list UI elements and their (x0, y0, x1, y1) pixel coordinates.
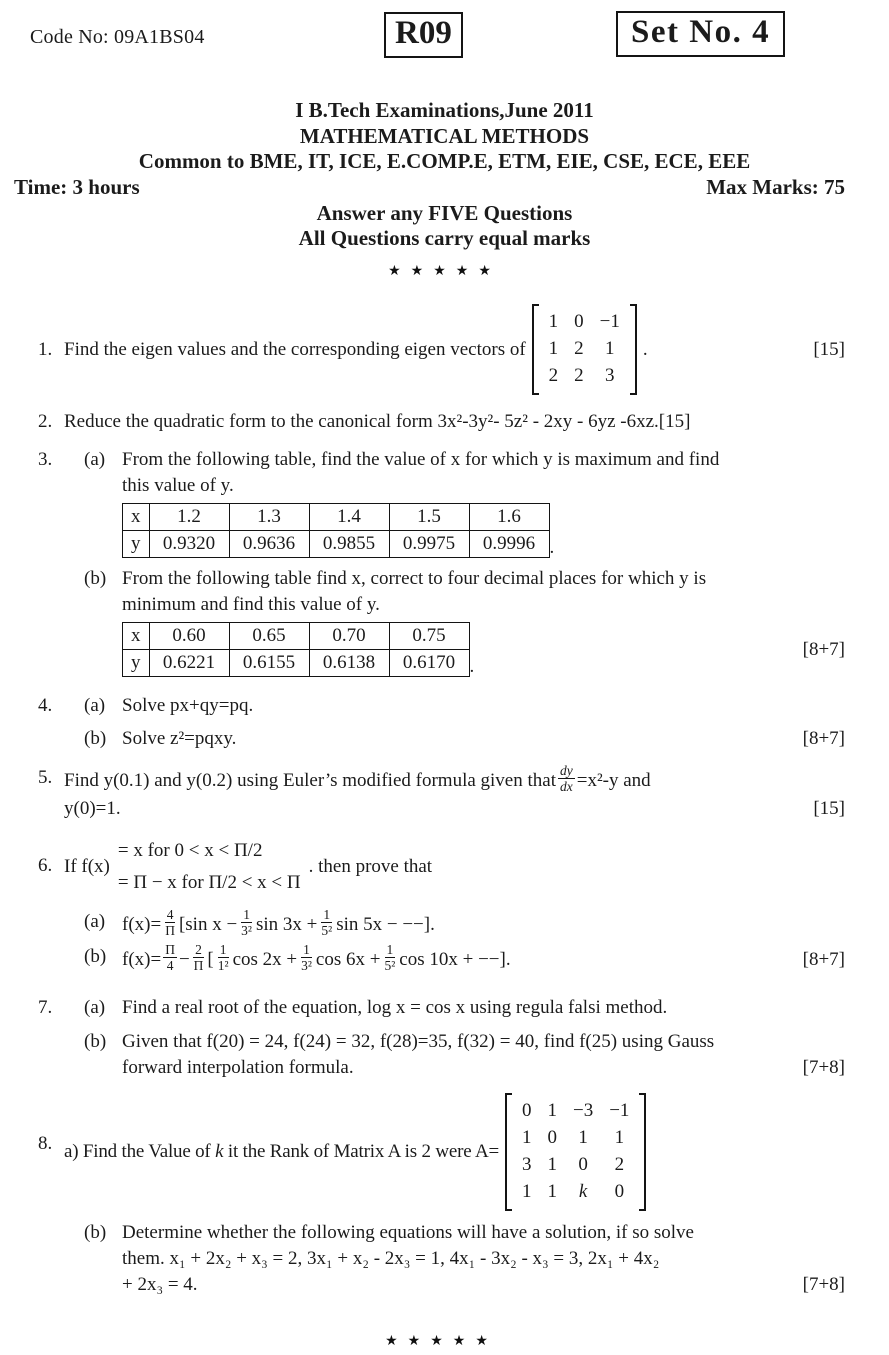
table-cell: y (123, 531, 150, 558)
part-a (64, 909, 845, 940)
question-1 (38, 304, 845, 395)
question-text: . then prove that (308, 856, 433, 877)
code-no: Code No: 09A1BS04 (30, 26, 205, 48)
part-text: them. x₁ + 2x₂ + x₃ = 2, 3x₁ + x₂ - 2x₃ = 1, 4x₁ - 3x₂ - x₃ = 3, 2x₁ + 4x₂ (122, 1248, 660, 1269)
question-6 (38, 835, 845, 975)
max-marks: Max Marks: 75 (706, 175, 845, 199)
piecewise-cases (118, 835, 301, 899)
matrix-cell: 2 (548, 365, 559, 386)
table-cell: 0.9320 (149, 531, 229, 558)
branches-line: Common to BME, IT, ICE, E.COMP.E, ETM, EIE, CSE, ECE, EEE (138, 149, 751, 173)
header (0, 0, 889, 80)
exam-session: I B.Tech Examinations,June 2011 (295, 98, 594, 122)
matrix-cell: 1 (521, 1181, 532, 1202)
marks-badge: [8+7] (802, 638, 845, 660)
table-3a-row (122, 503, 845, 558)
part-text: Determine whether the following equations will have a solution, if so solve (122, 1222, 694, 1243)
table-cell: x (123, 504, 150, 531)
matrix-cell: 0 (574, 311, 584, 332)
time-allowed: Time: 3 hours (14, 175, 140, 199)
question-text: Find the eigen values and the corresponding eigen vectors of (64, 338, 526, 360)
bracket-right (639, 1093, 646, 1211)
star-separator: ★★★★★ (388, 263, 501, 279)
question-number: 8. (38, 1133, 53, 1154)
matrix-cell: 1 (547, 1181, 557, 1202)
period: . (642, 338, 648, 360)
matrix-cell: 1 (605, 338, 615, 359)
case-1: = x for 0 < x < Π/2 (117, 840, 263, 861)
variable-k: k (215, 1141, 224, 1162)
table-3b-row (122, 622, 845, 677)
question-number: 3. (38, 449, 53, 470)
matrix-cell: 3 (521, 1154, 532, 1175)
table-cell: 1.2 (149, 504, 229, 531)
matrix-cell: 2 (574, 338, 584, 359)
question-number: 1. (38, 339, 53, 360)
matrix-cell: 1 (578, 1127, 588, 1148)
bracket-left (505, 1093, 512, 1211)
period: . (549, 537, 555, 558)
matrix-cell: 1 (547, 1100, 557, 1121)
matrix-cell: 0 (547, 1127, 557, 1148)
data-table-3b (122, 622, 470, 677)
table-cell: 0.9975 (389, 531, 469, 558)
fourier-series-a: f(x)= $\frac{4}{\Pi}$ [sin x − $\frac{1}{\text{3²}}$ sin 3x + $\frac{1}{\text{5²}}$ sin 5x − −−]. (122, 907, 435, 938)
table-cell: 1.5 (389, 504, 469, 531)
matrix-cell: 0 (578, 1154, 588, 1175)
matrix-cell: 1 (521, 1127, 532, 1148)
matrix-4x4 (505, 1093, 646, 1211)
matrix-cell: 1 (548, 311, 559, 332)
question-number: 6. (38, 855, 53, 876)
case-2: = Π − x for Π/2 < x < Π (117, 872, 301, 893)
table-cell: y (123, 650, 150, 677)
matrix-cell: 1 (547, 1154, 557, 1175)
table-cell: 1.4 (309, 504, 389, 531)
question-text-row (64, 796, 845, 822)
part-a (64, 995, 845, 1021)
table-cell: 0.9996 (469, 531, 549, 558)
question-8 (38, 1093, 845, 1298)
time-marks-row (0, 175, 889, 201)
part-label: (a) (84, 695, 106, 716)
question-number: 2. (38, 411, 53, 432)
matrix-cell: 0 (521, 1100, 532, 1121)
part-a (64, 447, 845, 558)
part-text: From the following table, find the value of x for which y is maximum and find (122, 449, 720, 470)
questions-area (0, 304, 889, 1355)
fraction: $\frac{1}{\text{3²}}$ (241, 907, 252, 938)
data-table-3a (122, 503, 550, 558)
matrix-cell: −1 (609, 1100, 630, 1121)
question-4 (38, 693, 845, 752)
table-cell: 0.6155 (229, 650, 309, 677)
part-label: (a) (84, 997, 106, 1018)
question-text: Find y(0.1) and y(0.2) using Euler’s modified formula given that (64, 769, 556, 791)
table-cell: 0.65 (229, 623, 309, 650)
part-text: Solve z²=pqxy. (122, 728, 237, 749)
part-b (64, 944, 845, 975)
question-number: 7. (38, 997, 53, 1018)
part-text: forward interpolation formula. (122, 1057, 354, 1078)
bracket-left (532, 304, 539, 395)
question-7 (38, 995, 845, 1081)
table-cell: 1.6 (469, 504, 549, 531)
question-3 (38, 447, 845, 677)
marks-badge: [7+8] (802, 1057, 845, 1078)
table-cell: 0.9636 (229, 531, 309, 558)
marks-badge: [15] (813, 798, 845, 819)
table-cell: 1.3 (229, 504, 309, 531)
table-cell: 0.6221 (149, 650, 229, 677)
fraction: $\frac{1}{\text{5²}}$ (384, 942, 396, 973)
question-text: =x²-y and (576, 769, 651, 791)
bracket-right (630, 304, 637, 395)
question-text: If f(x) (64, 856, 110, 877)
part-text: a) Find the Value of k it the Rank of Matrix A is 2 were A= (64, 1141, 499, 1162)
question-2 (38, 409, 845, 435)
question-text-row (64, 304, 845, 395)
fraction: $\frac{2}{\Pi}$ (193, 942, 204, 973)
part-text: minimum and find this value of y. (122, 594, 380, 615)
part-label: (b) (84, 1031, 107, 1052)
matrix-cell: 3 (605, 365, 615, 386)
part-text: + 2x₃ = 4. (122, 1274, 198, 1295)
marks-badge: [7+8] (802, 1274, 845, 1295)
piecewise-definition (64, 835, 845, 899)
part-text: Solve px+qy=pq. (122, 695, 254, 716)
matrix-cell: k (578, 1181, 588, 1202)
table-cell: 0.70 (309, 623, 389, 650)
table-cell: 0.60 (149, 623, 229, 650)
table-cell: 0.9855 (309, 531, 389, 558)
matrix-cell: 1 (614, 1127, 625, 1148)
fraction: $\frac{1}{\text{3²}}$ (301, 942, 312, 973)
question-text: Reduce the quadratic form to the canonical form 3x²-3y²- 5z² - 2xy - 6yz -6xz.[15] (64, 411, 691, 432)
part-label: (b) (84, 946, 107, 967)
part-a (64, 693, 845, 719)
question-text: y(0)=1. (64, 798, 121, 819)
footer-star-separator: ★★★★★ (385, 1334, 498, 1349)
part-b (64, 726, 845, 752)
question-number: 5. (38, 767, 53, 788)
question-text-row (64, 765, 845, 796)
part-label: (b) (84, 1222, 107, 1243)
fraction: $\frac{1}{\text{1²}}$ (217, 942, 229, 973)
fourier-series-b: f(x)= $\frac{\Pi}{4}$ − $\frac{2}{\Pi}$ [ $\frac{1}{\text{1²}}$ cos 2x + $\frac{1}{\text{3²}}$ cos 6x + $\frac{1}{\text{5²}}$ cos 10x + −−]. [8+7] (122, 942, 845, 973)
marks-badge: [8+7] (802, 948, 845, 970)
subject-title: MATHEMATICAL METHODS (299, 123, 590, 148)
matrix-cell: −1 (599, 311, 620, 332)
table-cell: x (123, 623, 150, 650)
matrix-cell: 0 (614, 1181, 625, 1202)
part-label: (a) (84, 449, 106, 470)
part-label: (b) (84, 728, 107, 749)
regulation-box: R09 (384, 12, 463, 58)
part-a (64, 1093, 845, 1211)
part-text: Given that f(20) = 24, f(24) = 32, f(28)=35, f(32) = 40, find f(25) using Gauss (122, 1031, 715, 1052)
instruction-marks: All Questions carry equal marks (298, 226, 591, 250)
fraction: $\frac{1}{\text{5²}}$ (321, 907, 333, 938)
part-b (64, 1029, 845, 1081)
part-text: this value of y. (122, 475, 234, 496)
title-block (0, 98, 889, 284)
marks-badge: [15] (813, 338, 845, 360)
marks-badge: [8+7] (802, 728, 845, 749)
matrix-cell: −3 (572, 1100, 594, 1121)
matrix-cell: 2 (614, 1154, 625, 1175)
part-text: From the following table find x, correct to four decimal places for which y is (122, 568, 707, 589)
part-label: (a) (84, 911, 106, 932)
matrix-cell: 2 (574, 365, 584, 386)
instruction-answer: Answer any FIVE Questions (316, 200, 573, 225)
fraction: $\frac{4}{\Pi}$ (165, 907, 175, 938)
table-cell: 0.75 (389, 623, 469, 650)
period: . (469, 656, 475, 677)
part-b (64, 1220, 845, 1298)
matrix-3x3 (532, 304, 637, 395)
question-5 (38, 765, 845, 822)
table-cell: 0.6170 (389, 650, 469, 677)
fraction: $\frac{\Pi}{4}$ (165, 942, 175, 973)
set-number-box: Set No. 4 (616, 11, 785, 57)
table-cell: 0.6138 (309, 650, 389, 677)
part-text: Find a real root of the equation, log x = cos x using regula falsi method. (122, 997, 668, 1018)
part-label: (b) (84, 568, 107, 589)
question-number: 4. (38, 695, 53, 716)
part-b (64, 566, 845, 677)
matrix-cell: 1 (548, 338, 559, 359)
fraction-dy-dx: $\frac{dy}{dx}$ (559, 763, 573, 794)
